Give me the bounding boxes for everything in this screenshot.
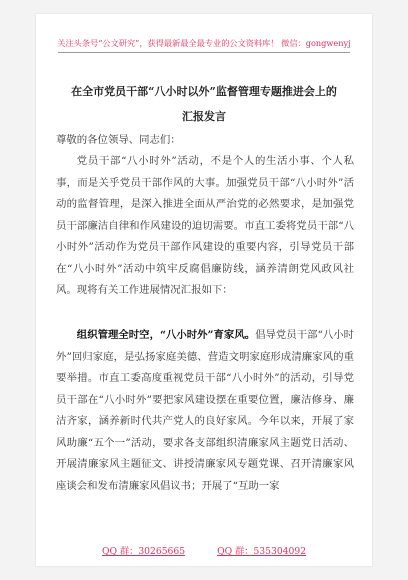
paragraph-family-culture [56, 325, 354, 497]
salutation: 尊敬的各位领导、同志们： [56, 134, 181, 146]
document-page [36, 14, 372, 566]
header-divider [58, 52, 350, 53]
footer-qq-group-2[interactable]: QQ 群：535304092 [217, 546, 307, 557]
header-promo-text: 关注头条号“公文研究”，获得最新最全最专业的公文资料库！ 微信：gongwenyj [57, 38, 351, 48]
footer-contacts [66, 543, 342, 557]
paragraph-heading: 组织管理全时空，“八小时外”育家风。 [76, 329, 256, 341]
document-title: 在全市党员干部“八小时以外”监督管理专题推进会上的 [71, 85, 337, 98]
paragraph-body: 倡导党员干部“八小时外”回归家庭，是弘扬家庭美德、营造文明家庭形成清廉家风的重要举措。市直工委高度重视党员干部“八小时外”的活动，引导党员干部在“八小时外”要把家风建设摆在重要位置，廉洁修身、廉洁齐家，涵养新时代共产党人的良好家风。今年以来，开展了家风助廉“五个一”活动，要求各支部组织清廉家风主题党日活动、开展清廉家风主题征文、讲授清廉家风专题党课、召开清廉家风座谈会和发布清廉家风倡议书；开展了“互助一家 [56, 329, 355, 492]
footer-qq-group-1[interactable]: QQ 群：30265665 [101, 546, 186, 557]
paragraph-intro: 党员干部“八小时外”活动，不是个人的生活小事、个人私事，而是关乎党员干部作风的大事。加强党员干部“八小时外”活动的监督管理，是深入推进全面从严治党的必然要求，是加强党员干部廉洁自律和作风建设的迫切需要。市直工委将党员干部“八小时外”活动作为党员干部作风建设的重要内容，引导党员干部在“八小时外”活动中筑牢反腐倡廉防线，涵养清朗党风政风社风。现将有关工作进展情况汇报如下： [56, 155, 354, 296]
document-title-continuation: 汇报发言 [182, 110, 226, 123]
